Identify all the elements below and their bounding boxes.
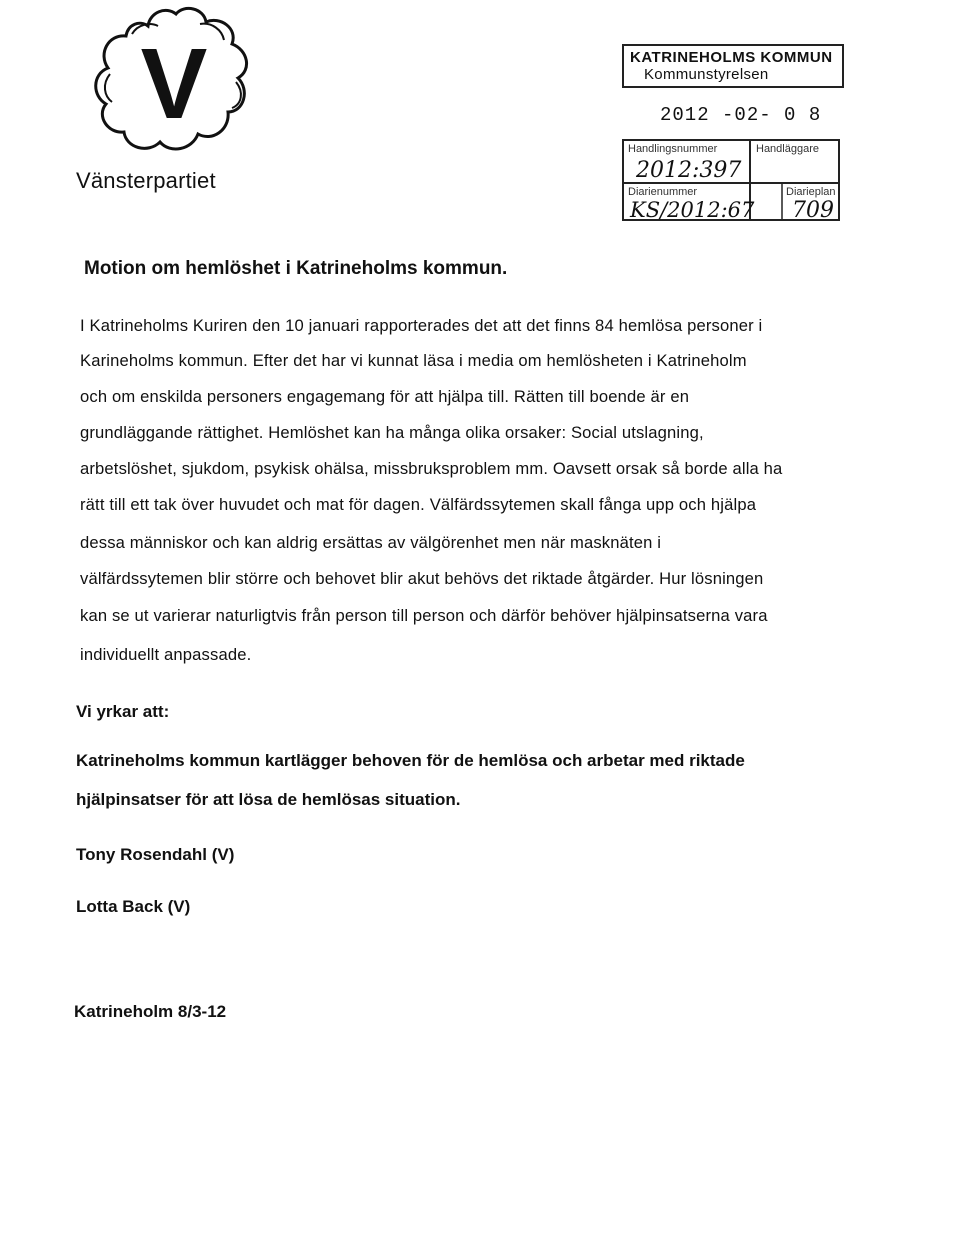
stamp-grid bbox=[622, 139, 840, 221]
diarieplan-value: 709 bbox=[792, 198, 834, 221]
body-line: grundläggande rättighet. Hemlöshet kan ha många olika orsaker: Social utslagning, bbox=[80, 423, 704, 442]
place-date: Katrineholm 8/3-12 bbox=[74, 1002, 227, 1021]
stamp-header bbox=[622, 44, 844, 88]
body-line: rätt till ett tak över huvudet och mat för dagen. Välfärdssytemen skall fånga upp och hjälpa bbox=[80, 495, 757, 514]
body-line: individuellt anpassade. bbox=[80, 645, 252, 664]
stamp-date: 2012 -02- 0 8 bbox=[660, 104, 822, 126]
body-line: Karineholms kommun. Efter det har vi kunnat läsa i media om hemlösheten i Katrineholm bbox=[80, 351, 747, 370]
diarieplan-label: Diarieplan bbox=[786, 186, 836, 198]
logo-letter: V bbox=[140, 28, 208, 140]
body-line: och om enskilda personers engagemang för att hjälpa till. Rätten till boende är en bbox=[80, 387, 690, 406]
body-line: I Katrineholms Kuriren den 10 januari rapporterades det att det finns 84 hemlösa personer i bbox=[80, 316, 763, 335]
signatory: Lotta Back (V) bbox=[76, 897, 191, 916]
party-logo bbox=[88, 4, 258, 164]
stamp-org: KATRINEHOLMS KOMMUN bbox=[630, 49, 833, 66]
diarienummer-label: Diarienummer bbox=[628, 186, 698, 198]
handlaggare-label: Handläggare bbox=[756, 143, 819, 155]
stamp-dept: Kommunstyrelsen bbox=[644, 66, 769, 83]
handlingsnummer-label: Handlingsnummer bbox=[628, 143, 718, 155]
body-line: kan se ut varierar naturligtvis från person till person och därför behöver hjälpinsatserna vara bbox=[80, 606, 768, 625]
body-line: arbetslöshet, sjukdom, psykisk ohälsa, missbruksproblem mm. Oavsett orsak så borde alla ha bbox=[80, 459, 783, 478]
handlingsnummer-value: 2012:397 bbox=[636, 158, 742, 183]
demand-heading: Vi yrkar att: bbox=[76, 702, 170, 721]
body-line: dessa människor och kan aldrig ersättas av välgörenhet men när masknäten i bbox=[80, 533, 662, 552]
signatory: Tony Rosendahl (V) bbox=[76, 845, 235, 864]
page-title: Motion om hemlöshet i Katrineholms kommun. bbox=[84, 258, 508, 279]
demand-line: Katrineholms kommun kartlägger behoven för de hemlösa och arbetar med riktade bbox=[76, 751, 745, 770]
demand-line: hjälpinsatser för att lösa de hemlösas situation. bbox=[76, 790, 461, 809]
registration-stamp bbox=[622, 44, 844, 256]
party-name: Vänsterpartiet bbox=[76, 168, 216, 193]
body-line: välfärdssytemen blir större och behovet blir akut behövs det riktade åtgärder. Hur lösningen bbox=[80, 569, 764, 588]
diarienummer-value: KS/2012:67 bbox=[630, 198, 755, 221]
